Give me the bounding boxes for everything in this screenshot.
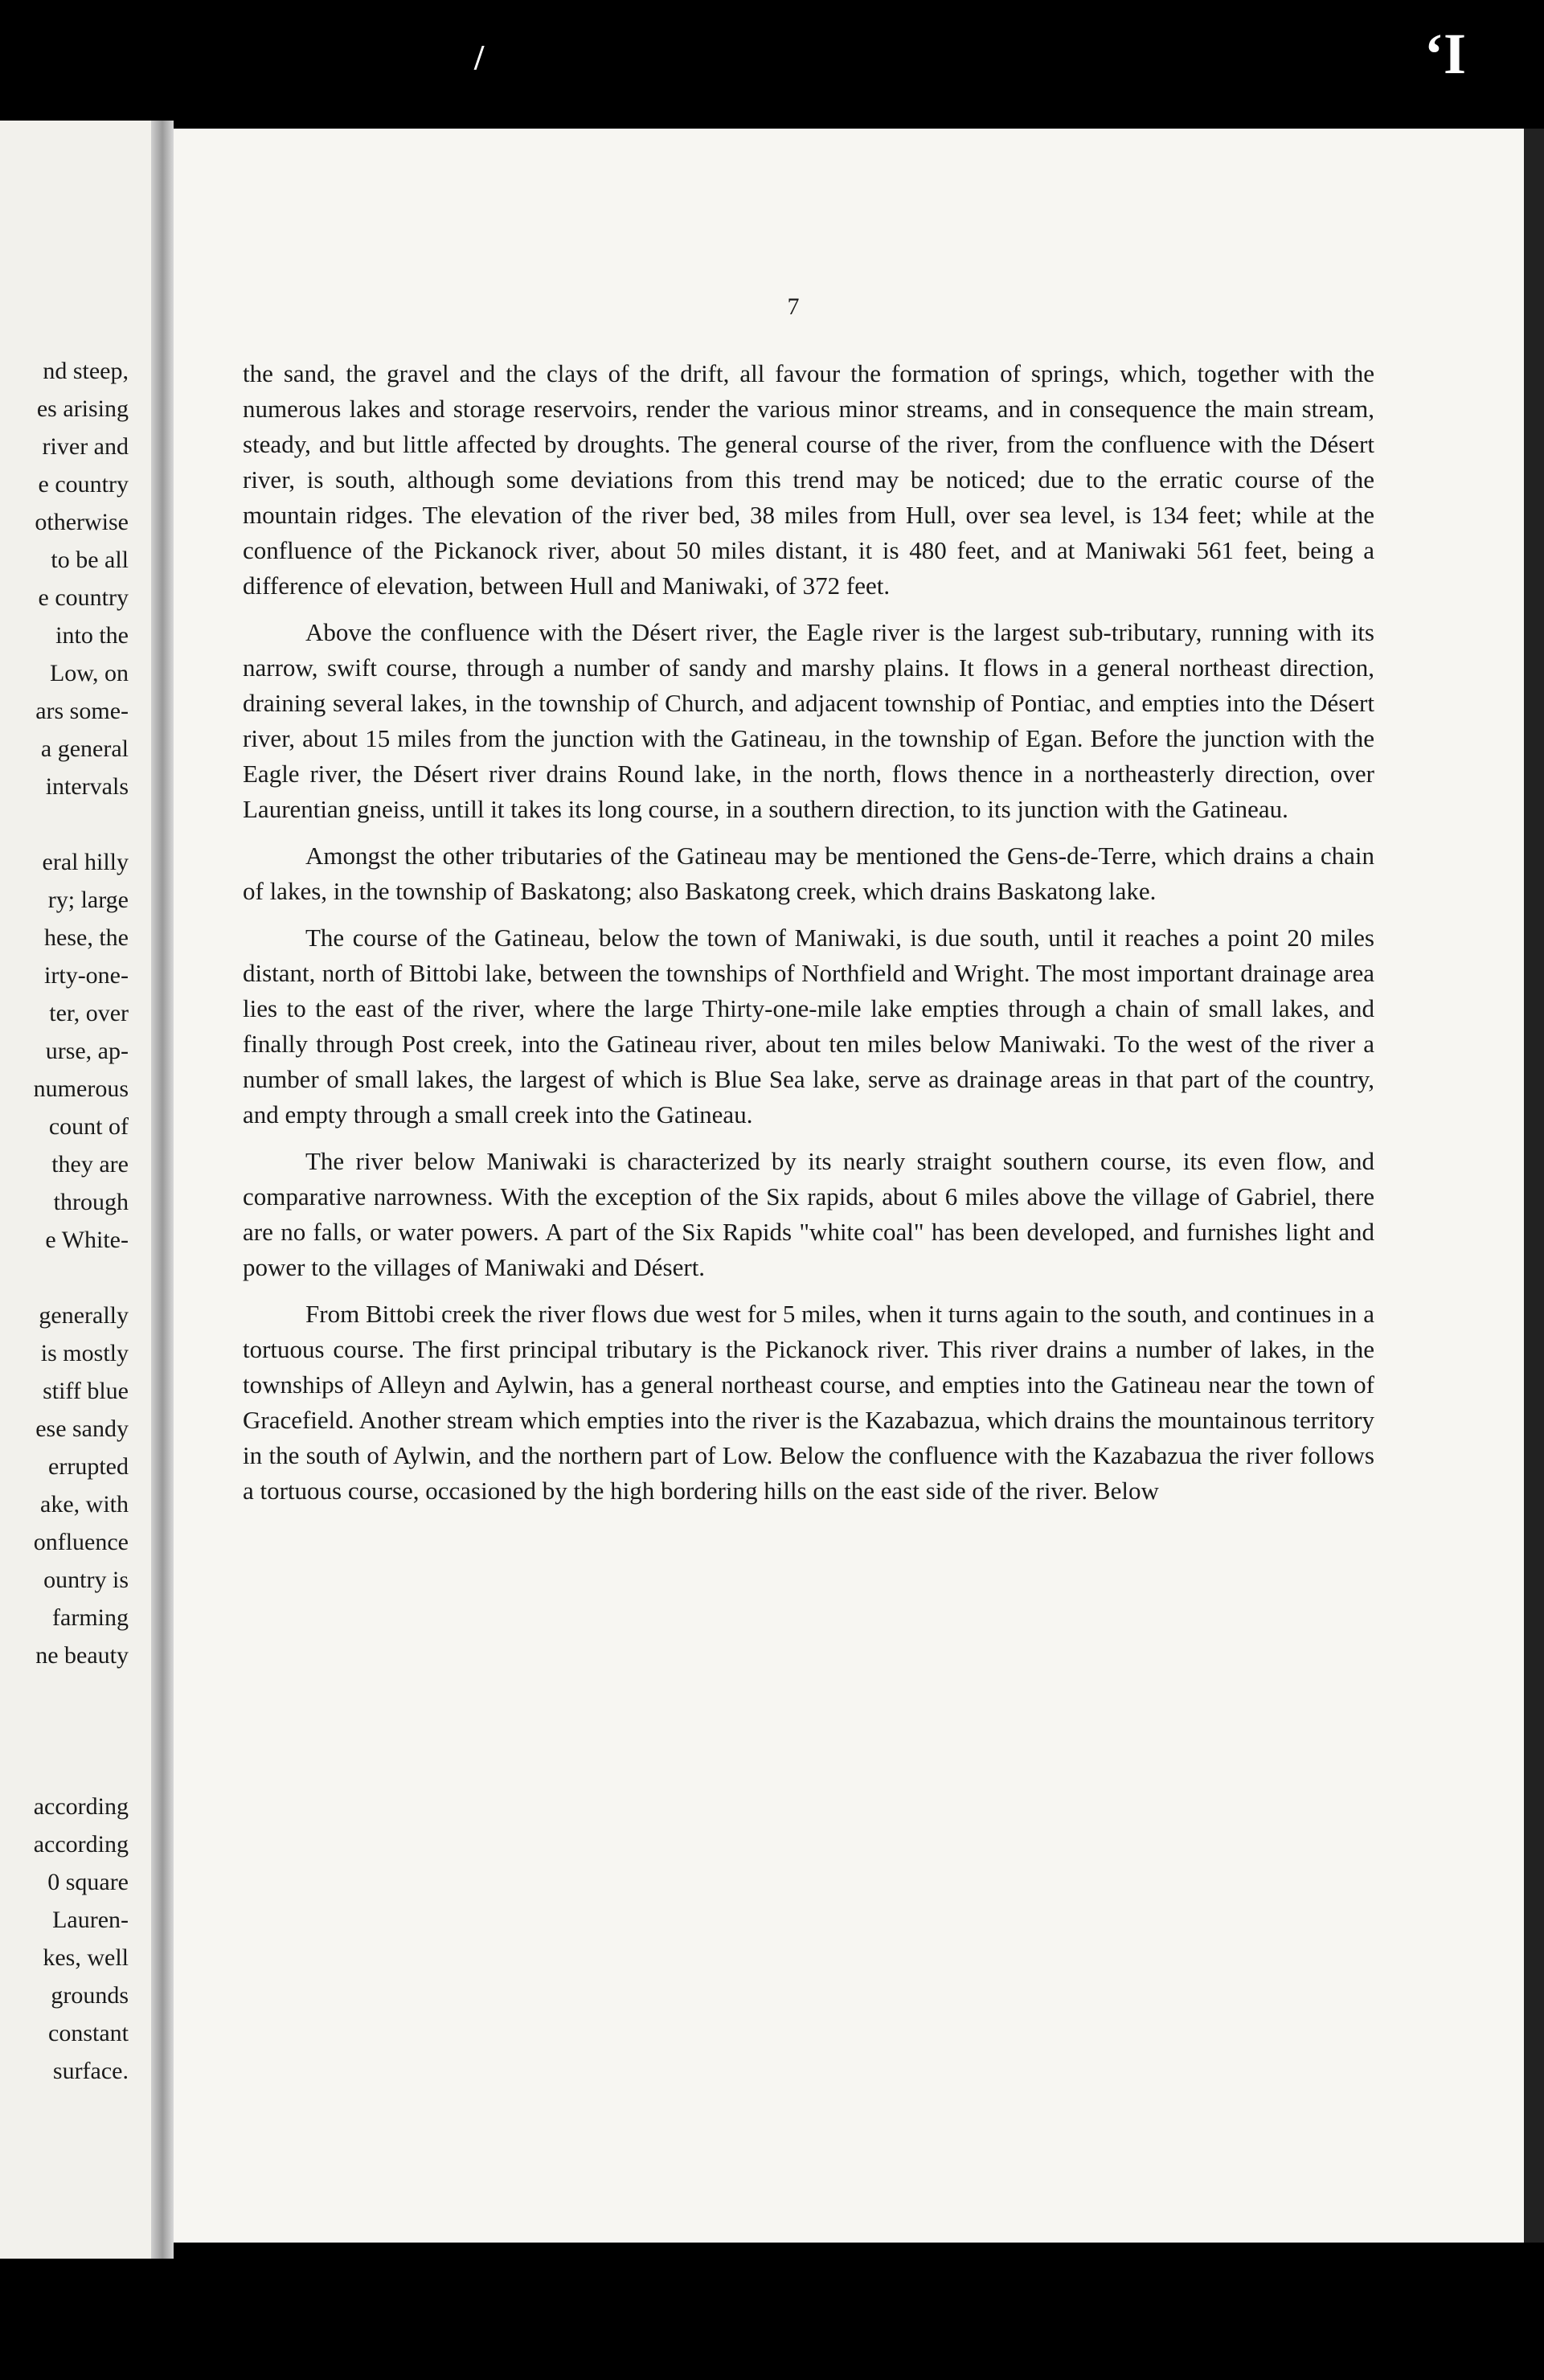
left-page-line: grounds: [51, 1982, 129, 2009]
left-page-line: 0 square: [47, 1869, 129, 1895]
page-edge: [1524, 129, 1544, 2243]
left-page-line: count of: [48, 1113, 129, 1140]
page-gutter: [151, 121, 174, 2259]
left-page-line: Low, on: [49, 660, 129, 686]
left-page-line: irty-one-: [44, 962, 129, 989]
left-page-line: stiff blue: [43, 1378, 129, 1404]
left-page-line: ars some-: [35, 698, 129, 724]
paragraph: The river below Maniwaki is characterized by its nearly straight southern course, its even flow, and comparative narrowness. With the exception of the Six rapids, about 6 miles above the village of Gabriel, there are no falls, or water powers. A part of the Six Rapids "white coal" has been developed, and furnishes light and power to the villages of Maniwaki and Désert.: [243, 1147, 1374, 1281]
left-page-line: numerous: [33, 1075, 129, 1102]
page-number: 7: [787, 293, 800, 320]
left-page-line: surface.: [52, 2058, 129, 2084]
left-page-line: generally: [39, 1302, 129, 1329]
left-page-line: ter, over: [49, 1000, 129, 1026]
left-page-line: onfluence: [33, 1529, 129, 1555]
left-page-line: Lauren-: [52, 1907, 129, 1933]
paragraph: the sand, the gravel and the clays of the drift, all favour the formation of springs, which, together with the numerous lakes and storage reservoirs, render the various minor streams, and in consequence the main stream, steady, and but little affected by droughts. The general course of the river, from the confluence with the Désert river, is south, although some deviations from this trend may be noticed; due to the erratic course of the mountain ridges. The elevation of the river bed, 38 miles from Hull, over sea level, is 134 feet; while at the confluence of the Pickanock river, about 50 miles distant, it is 480 feet, and at Maniwaki 561 feet, being a difference of elevation, between Hull and Maniwaki, of 372 feet.: [243, 359, 1374, 600]
top-slash-mark: /: [474, 38, 485, 77]
paragraph: From Bittobi creek the river flows due west for 5 miles, when it turns again to the south, and continues in a tortuous course. The first principal tributary is the Pickanock river. This river drains a number of lakes, in the townships of Alleyn and Aylwin, has a general northeast course, and empties into the Gatineau near the town of Gracefield. Another stream which empties into the river is the Kazabazua, which drains the mountainous territory in the south of Aylwin, and the northern part of Low. Below the confluence with the Kazabazua the river follows a tortuous course, occasioned by the high bordering hills on the east side of the river. Below: [243, 1300, 1374, 1505]
left-page-line: farming: [52, 1604, 129, 1631]
left-page-line: according: [33, 1793, 129, 1820]
left-page-line: through: [53, 1189, 129, 1215]
left-page-line: urse, ap-: [45, 1038, 129, 1064]
left-page-line: ese sandy: [35, 1415, 129, 1442]
left-page-line: ry; large: [47, 887, 129, 913]
left-page-line: river and: [42, 433, 129, 460]
left-page-fragment: [0, 121, 151, 2259]
paragraph: Amongst the other tributaries of the Gatineau may be mentioned the Gens-de-Terre, which drains a chain of lakes, in the township of Baskatong; also Baskatong creek, which drains Baskatong lake.: [243, 842, 1374, 905]
left-page-line: ake, with: [40, 1491, 129, 1518]
left-page-line: is mostly: [40, 1340, 129, 1366]
paragraph: The course of the Gatineau, below the town of Maniwaki, is due south, until it reaches a point 20 miles distant, north of Bittobi lake, between the townships of Northfield and Wright. The most important drainage area lies to the east of the river, where the large Thirty-one-mile lake empties through a chain of small lakes, and finally through Post creek, into the Gatineau river, about ten miles below Maniwaki. To the west of the river a number of small lakes, the largest of which is Blue Sea lake, serve as drainage areas in that part of the country, and empty through a small creek into the Gatineau.: [243, 924, 1374, 1129]
left-page-line: according: [33, 1831, 129, 1858]
left-page-line: ne beauty: [35, 1642, 129, 1669]
paragraph: Above the confluence with the Désert river, the Eagle river is the largest sub-tributary, running with its narrow, swift course, through a number of sandy and marshy plains. It flows in a general northeast direction, draining several lakes, in the township of Church, and adjacent township of Pontiac, and empties into the Désert river, about 15 miles from the junction with the Gatineau, in the township of Egan. Before the junction with the Eagle river, the Désert river drains Round lake, in the north, flows thence in a northeasterly direction, over Laurentian gneiss, untill it takes its long course, in a southern direction, to its junction with the Gatineau.: [243, 618, 1374, 823]
left-page-line: they are: [51, 1151, 129, 1178]
left-page-line: e country: [38, 584, 129, 611]
left-page-line: eral hilly: [42, 849, 129, 875]
left-page-line: to be all: [51, 547, 129, 573]
body-text: [243, 356, 1374, 1520]
left-page-line: e White-: [45, 1227, 129, 1253]
left-page-line: nd steep,: [43, 358, 129, 384]
left-page-line: es arising: [36, 395, 129, 422]
corner-mark: ʻI: [1424, 22, 1466, 86]
left-page-line: intervals: [45, 773, 129, 800]
main-page: [174, 129, 1532, 2243]
left-page-line: errupted: [48, 1453, 129, 1480]
left-page-line: hese, the: [44, 924, 129, 951]
left-page-line: otherwise: [35, 509, 129, 535]
left-page-line: a general: [40, 735, 129, 762]
left-page-line: constant: [48, 2020, 129, 2046]
left-page-line: e country: [38, 471, 129, 498]
left-page-line: kes, well: [43, 1944, 129, 1971]
left-page-line: into the: [55, 622, 129, 649]
left-page-line: ountry is: [43, 1567, 129, 1593]
